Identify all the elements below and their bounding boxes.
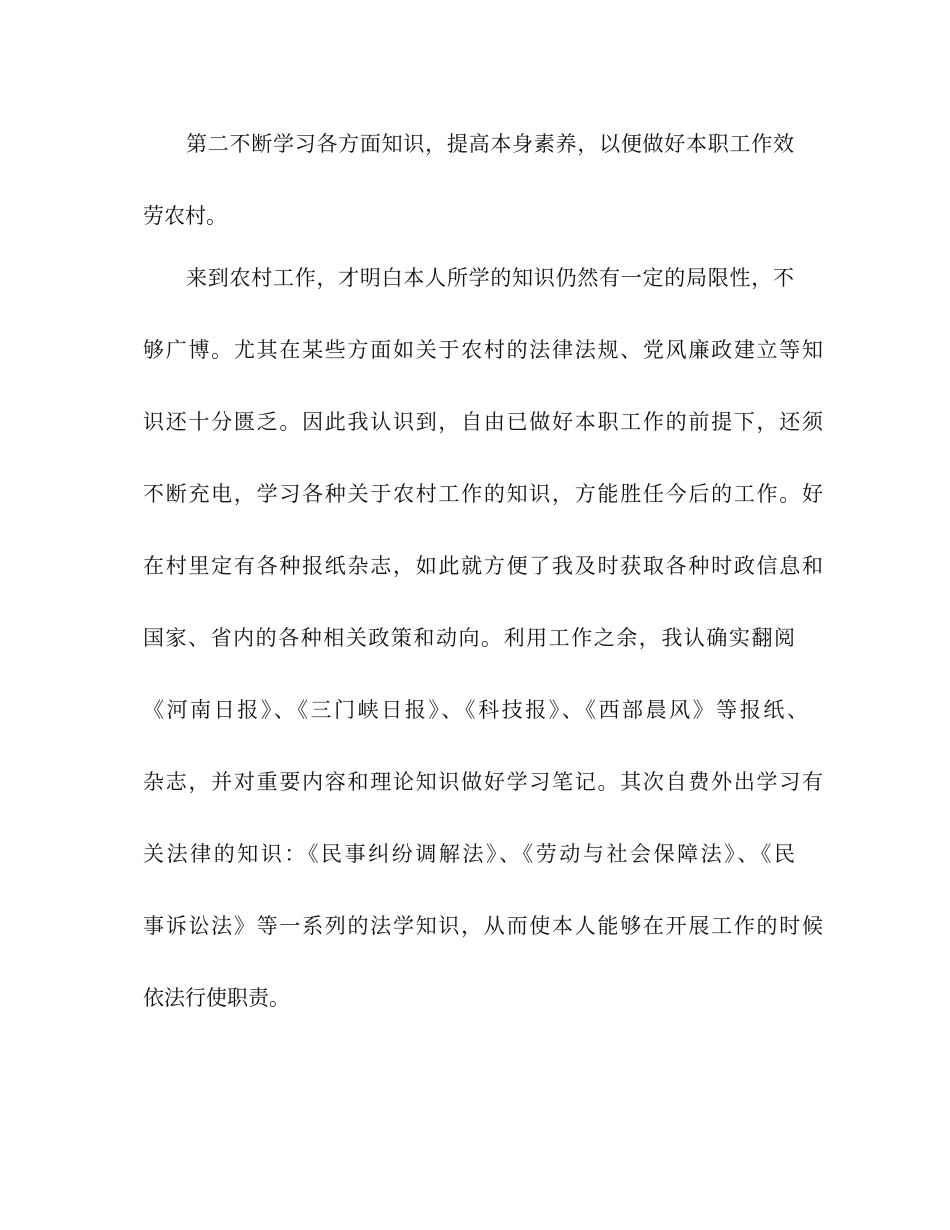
paragraph-2-line-3: 识还十分匮乏。因此我认识到，自由已做好本职工作的前提下，还须 bbox=[143, 410, 823, 434]
paragraph-2-line-5: 在村里定有各种报纸杂志，如此就方便了我及时获取各种时政信息和 bbox=[143, 554, 823, 578]
paragraph-1-line-1: 第二不断学习各方面知识，提高本身素养，以便做好本职工作效 bbox=[186, 132, 794, 156]
paragraph-2-line-4: 不断充电，学习各种关于农村工作的知识，方能胜任今后的工作。好 bbox=[143, 482, 823, 506]
paragraph-2-line-9: 关法律的知识：《民事纠纷调解法》、《劳动与社会保障法》、《民 bbox=[143, 842, 795, 866]
paragraph-2-line-7: 《河南日报》、《三门峡日报》、《科技报》、《西部晨风》等报纸、 bbox=[143, 698, 808, 722]
paragraph-2-line-10: 事诉讼法》等一系列的法学知识，从而使本人能够在开展工作的时候 bbox=[143, 914, 823, 938]
paragraph-2-line-1: 来到农村工作，才明白本人所学的知识仍然有一定的局限性，不 bbox=[186, 266, 794, 290]
paragraph-2-line-8: 杂志，并对重要内容和理论知识做好学习笔记。其次自费外出学习有 bbox=[143, 770, 823, 794]
paragraph-2-line-6: 国家、省内的各种相关政策和动向。利用工作之余，我认确实翻阅 bbox=[143, 626, 795, 650]
paragraph-1-line-2: 劳农村。 bbox=[143, 204, 227, 228]
paragraph-2-line-2: 够广博。尤其在某些方面如关于农村的法律法规、党风廉政建立等知 bbox=[143, 338, 823, 362]
paragraph-2-line-11: 依法行使职责。 bbox=[143, 986, 290, 1010]
